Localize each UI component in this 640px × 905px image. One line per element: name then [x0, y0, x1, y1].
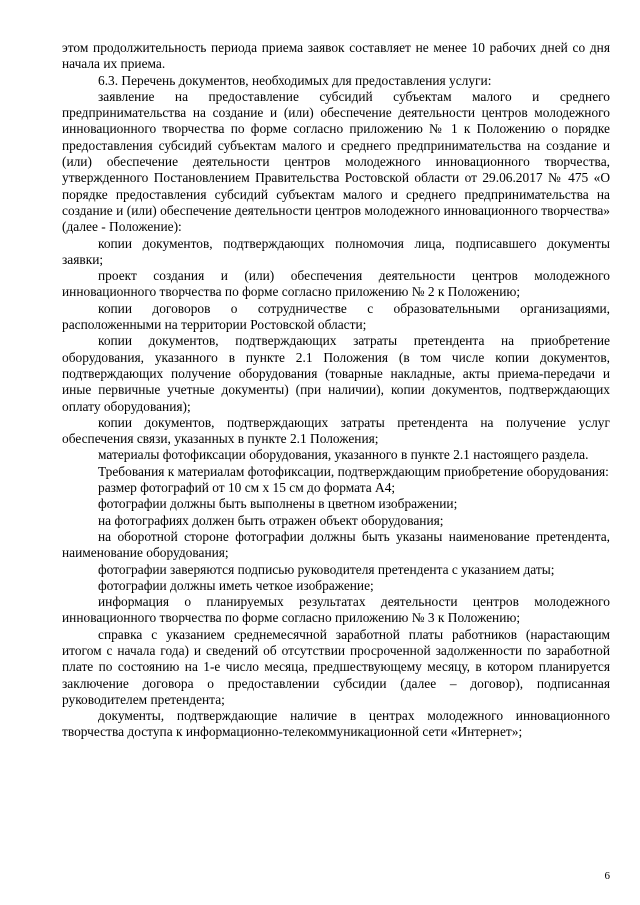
list-item-project: проект создания и (или) обеспечения деятельности центров молодежного инновационного творчества по форме согласно приложению № 2 к Положению; — [62, 268, 610, 300]
list-item-authority-docs: копии документов, подтверждающих полномочия лица, подписавшего документы заявки; — [62, 235, 610, 267]
photo-requirement-clarity: фотографии должны иметь четкое изображение; — [98, 577, 374, 593]
list-item-photo-materials: материалы фотофиксации оборудования, указанного в пункте 2.1 настоящего раздела. — [98, 447, 589, 463]
page-number: 6 — [604, 870, 610, 882]
list-item-application: заявление на предоставление субсидий субъектам малого и среднего предпринимательства на создание и (или) обеспечение деятельности центров молодежного инновационного творчества по форме согласно приложению № 1 к Положению о порядке предоставления субсидий субъектам малого и среднего предпринимательства на создание и (или) обеспечение деятельности центров молодежного инновационного творчества, утвержденного Постановлением Правительства Ростовской области от 29.06.2017 № 475 «О порядке предоставления субсидий субъектам малого и среднего предпринимательства на создание и (или) обеспечение деятельности центров молодежного инновационного творчества» (далее - Положение): — [62, 88, 610, 235]
list-item-salary-certificate: справка с указанием среднемесячной заработной платы работников (нарастающим итогом с начала года) и сведений об отсутствии просроченной задолженности по заработной плате по состоянию на 1-е число месяца, предшествующему месяцу, в котором планируется заключение договора о предоставлении субсидии (далее – договор), подписанная руководителем претендента; — [62, 626, 610, 707]
list-item-communication-costs: копии документов, подтверждающих затраты претендента на получение услуг обеспечения связи, указанных в пункте 2.1 Положения; — [62, 414, 610, 447]
section-heading-6-3: 6.3. Перечень документов, необходимых для предоставления услуги: — [98, 72, 492, 88]
photo-requirement-reverse-side: на оборотной стороне фотографии должны быть указаны наименование претендента, наименование оборудования; — [62, 528, 610, 561]
photo-requirement-signature: фотографии заверяются подписью руководителя претендента с указанием даты; — [98, 561, 555, 577]
list-item-planned-results: информация о планируемых результатах деятельности центров молодежного инновационного творчества по форме согласно приложению № 3 к Положению; — [62, 594, 610, 626]
list-item-cooperation-agreements: копии договоров о сотрудничестве с образовательными организациями, расположенными на территории Ростовской области; — [62, 300, 610, 333]
photo-requirement-color: фотографии должны быть выполнены в цветном изображении; — [98, 496, 458, 512]
list-item-internet-access: документы, подтверждающие наличие в центрах молодежного инновационного творчества доступа к информационно-телекоммуникационной сети «Интернет»; — [62, 708, 610, 740]
list-item-equipment-costs: копии документов, подтверждающих затраты претендента на приобретение оборудования, указанного в пункте 2.1 Положения (в том числе копии документов, подтверждающих получение оборудования (товарные накладные, акты приема-передачи и иные первичные учетные документы) (при наличии), копии документов, подтверждающих оплату оборудования); — [62, 333, 610, 414]
photo-requirements-heading: Требования к материалам фотофиксации, подтверждающим приобретение оборудования: — [98, 463, 609, 479]
photo-requirement-size: размер фотографий от 10 см х 15 см до формата А4; — [98, 480, 396, 496]
photo-requirement-object: на фотографиях должен быть отражен объект оборудования; — [98, 512, 444, 528]
paragraph-intro-continuation: этом продолжительность периода приема заявок составляет не менее 10 рабочих дней со дня начала их приема. — [62, 40, 610, 72]
